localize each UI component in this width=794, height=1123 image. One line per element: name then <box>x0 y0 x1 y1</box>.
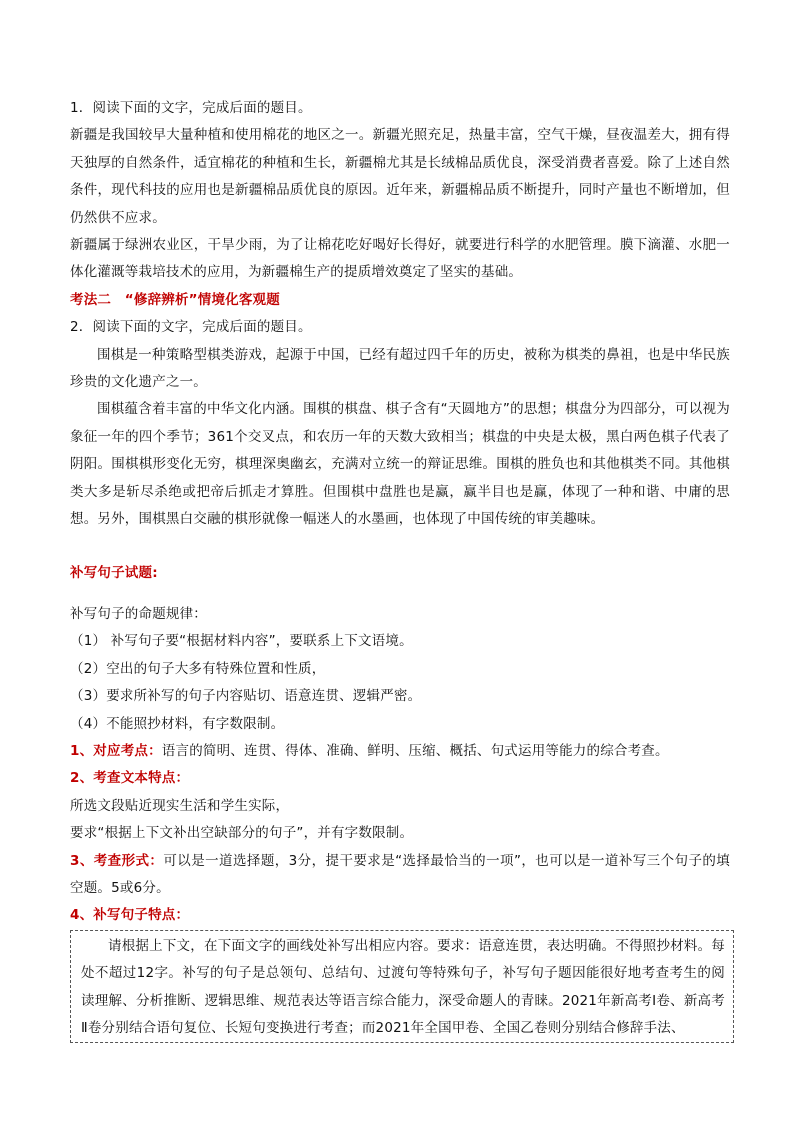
spacer <box>70 534 730 560</box>
xinjiang-paragraph-2: 新疆属于绿洲农业区，干旱少雨，为了让棉花吃好喝好长得好，就要进行科学的水肥管理。膜下滴灌、水肥一体化灌溉等栽培技术的应用，为新疆棉生产的提质增效奠定了坚实的基础。 <box>70 237 730 281</box>
question-2-title: 2．阅读下面的文字，完成后面的题目。 <box>70 319 312 336</box>
dashed-text-box <box>70 930 734 1044</box>
box-paragraph: 请根据上下文，在下面文字的画线处补写出相应内容。要求：语意连贯，表达明确。不得照抄材料。每处不超过12字。补写的句子是总领句、总结句、过渡句等特殊句子，补写句子题因能很好地考查考生的阅读理解、分析推断、逻辑思维、规范表达等语言综合能力，深受命题人的青睐。2021年新高考Ⅰ卷、新高考Ⅱ卷分别结合语句复位、长短句变换进行考查；而2021年全国甲卷、全国乙卷则分别结合修辞手法、 <box>81 937 725 1036</box>
supplement-sentence-heading: 补写句子试题: <box>70 564 158 581</box>
weiqi-paragraph-1: 围棋是一种策略型棋类游戏，起源于中国，已经有超过四千年的历史，被称为棋类的鼻祖，也是中华民族珍贵的文化遗产之一。 <box>70 346 730 391</box>
rule-item: （2）空出的句子大多有特殊位置和性质， <box>70 660 326 677</box>
xinjiang-paragraph-1: 新疆是我国较早大量种植和使用棉花的地区之一。新疆光照充足，热量丰富，空气干燥，昼夜温差大，拥有得天独厚的自然条件，适宜棉花的种植和生长，新疆棉尤其是长绒棉品质优良，深受消费者喜爱。除了上述自然条件，现代科技的应用也是新疆棉品质优良的原因。近年来，新疆棉品质不断提升，同时产量也不断增加，但仍然供不应求。 <box>70 127 730 226</box>
point-1-text: 语言的简明、连贯、得体、准确、鲜明、压缩、概括、句式运用等能力的综合考查。 <box>161 742 669 759</box>
rules-title: 补写句子的命题规律： <box>70 605 207 622</box>
question-1-title: 1．阅读下面的文字，完成后面的题目。 <box>70 100 312 116</box>
point-3-label: 3、考查形式： <box>70 852 164 869</box>
method-2-heading: 考法二 “修辞辨析”情境化客观题 <box>70 291 280 308</box>
rule-item: （1） 补写句子要“根据材料内容”，要联系上下文语境。 <box>70 633 413 650</box>
rule-item: （4）不能照抄材料，有字数限制。 <box>70 715 285 732</box>
rule-item: （3）要求所补写的句子内容贴切、语意连贯、逻辑严密。 <box>70 688 422 705</box>
point-4-label: 4、补写句子特点： <box>70 907 190 924</box>
point-1-label: 1、对应考点： <box>70 742 162 759</box>
point-1 <box>70 738 730 765</box>
spacer <box>70 587 730 601</box>
point-3 <box>70 848 730 903</box>
weiqi-paragraph-2: 围棋蕴含着丰富的中华文化内涵。围棋的棋盘、棋子含有“天圆地方”的思想；棋盘分为四部分，可以视为象征一年的四个季节；361个交叉点，和农历一年的天数大致相当；棋盘的中央是太极，黑白两色棋子代表了阴阳。围棋棋形变化无穷，棋理深奥幽玄，充满对立统一的辩证思维。围棋的胜负也和其他棋类不同。其他棋类大多是斩尽杀绝或把帝后抓走才算胜。但围棋中盘胜也是赢，赢半目也是赢，体现了一种和谐、中庸的思想。另外，围棋黑白交融的棋形就像一幅迷人的水墨画，也体现了中国传统的审美趣味。 <box>70 401 730 528</box>
point-2-line-1: 所选文段贴近现实生活和学生实际， <box>70 797 290 814</box>
point-2-line-2: 要求“根据上下文补出空缺部分的句子”，并有字数限制。 <box>70 825 414 842</box>
point-2-label: 2、考查文本特点： <box>70 770 190 787</box>
point-3-text: 可以是一道选择题，3分，提干要求是“选择最恰当的一项”，也可以是一道补写三个句子的填空题。5或6分。 <box>70 852 730 896</box>
